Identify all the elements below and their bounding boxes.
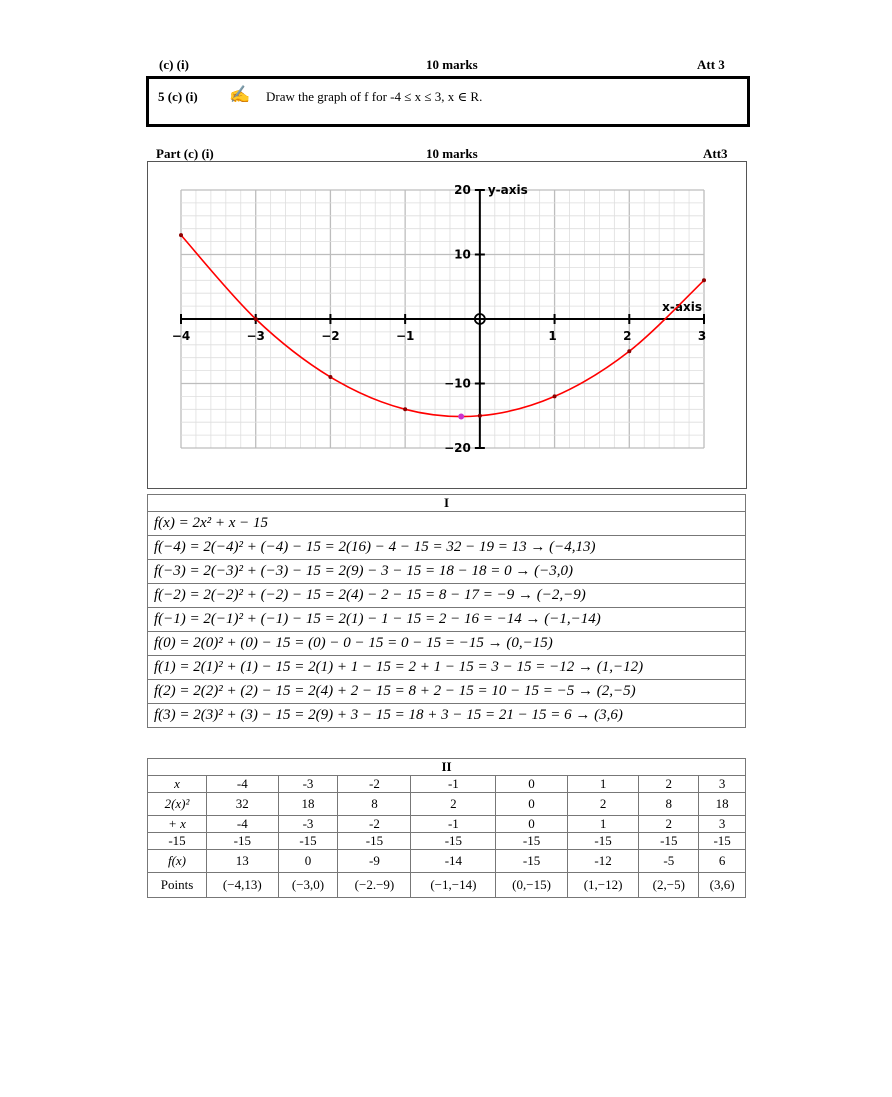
calculation-line: f(0) = 2(0)² + (0) − 15 = (0) − 0 − 15 = 0 − 15 = −15 → (0,−15) [148, 632, 746, 656]
header-marks: 10 marks [426, 57, 478, 72]
table-cell: 3 [699, 816, 746, 833]
pen-icon: ✍ [229, 85, 251, 104]
calculation-line: f(2) = 2(2)² + (2) − 15 = 2(4) + 2 − 15 = 8 + 2 − 15 = 10 − 15 = −5 → (2,−5) [148, 680, 746, 704]
table-cell: -15 [567, 833, 639, 850]
table-cell: -15 [338, 833, 411, 850]
table-cell: -4 [207, 776, 279, 793]
question-number: 5 (c) (i) [158, 89, 198, 104]
table-cell: 13 [207, 850, 279, 873]
y-tick-label: 10 [454, 247, 471, 262]
data-point [627, 349, 631, 353]
table-cell: 1 [567, 816, 639, 833]
graph-panel [147, 161, 747, 489]
section-i-label: I [148, 495, 746, 512]
table-cell: 2 [639, 776, 699, 793]
table-cell: 32 [207, 793, 279, 816]
table-cell: -15 [411, 833, 496, 850]
table-cell: (−3,0) [278, 873, 338, 898]
function-definition: f(x) = 2x² + x − 15 [148, 512, 746, 536]
table-row [148, 850, 746, 873]
table-row [148, 793, 746, 816]
table-row [148, 816, 746, 833]
y-tick-label: −10 [444, 376, 471, 391]
data-point [179, 233, 183, 237]
calculation-line: f(−4) = 2(−4)² + (−4) − 15 = 2(16) − 4 − 15 = 32 − 19 = 13 → (−4,13) [148, 536, 746, 560]
calculation-line: f(−1) = 2(−1)² + (−1) − 15 = 2(1) − 1 − 15 = 2 − 16 = −14 → (−1,−14) [148, 608, 746, 632]
table-cell: -5 [639, 850, 699, 873]
table-cell: -14 [411, 850, 496, 873]
table-cell: (−1,−14) [411, 873, 496, 898]
calculation-line: f(1) = 2(1)² + (1) − 15 = 2(1) + 1 − 15 = 2 + 1 − 15 = 3 − 15 = −12 → (1,−12) [148, 656, 746, 680]
calculation-table [147, 494, 746, 728]
data-point [553, 394, 557, 398]
table-cell: 1 [567, 776, 639, 793]
table-cell: (0,−15) [496, 873, 568, 898]
table-cell: 18 [278, 793, 338, 816]
y-tick-label: −20 [444, 441, 471, 455]
part-header-attempt: Att3 [703, 146, 728, 161]
row-header: x [148, 776, 207, 793]
part-header-marks: 10 marks [426, 146, 478, 161]
data-point [702, 278, 706, 282]
table-cell: (3,6) [699, 873, 746, 898]
vertex-point [458, 414, 464, 420]
table-cell: 2 [411, 793, 496, 816]
header-left: (c) (i) [159, 57, 189, 72]
table-cell: -2 [338, 776, 411, 793]
x-tick-label: 1 [548, 329, 557, 343]
table-row [148, 873, 746, 898]
parabola-curve [181, 235, 707, 416]
table-row [148, 776, 746, 793]
row-header: -15 [148, 833, 207, 850]
table-cell: 0 [278, 850, 338, 873]
table-cell: (−4,13) [207, 873, 279, 898]
x-tick-label: −4 [171, 329, 191, 343]
table-cell: 0 [496, 816, 568, 833]
table-cell: 8 [338, 793, 411, 816]
table-cell: 6 [699, 850, 746, 873]
table-cell: -15 [496, 850, 568, 873]
table-cell: (−2.−9) [338, 873, 411, 898]
x-tick-label: −2 [321, 329, 340, 343]
calculation-line: f(−2) = 2(−2)² + (−2) − 15 = 2(4) − 2 − 15 = 8 − 17 = −9 → (−2,−9) [148, 584, 746, 608]
table-cell: -15 [278, 833, 338, 850]
table-cell: -9 [338, 850, 411, 873]
calculation-line: f(−3) = 2(−3)² + (−3) − 15 = 2(9) − 3 − 15 = 18 − 18 = 0 → (−3,0) [148, 560, 746, 584]
table-cell: 2 [639, 816, 699, 833]
y-axis-label: y-axis [487, 183, 528, 197]
table-cell: -15 [207, 833, 279, 850]
table-cell: -4 [207, 816, 279, 833]
y-tick-label: 20 [454, 183, 471, 197]
table-cell: (1,−12) [567, 873, 639, 898]
part-header-left: Part (c) (i) [156, 146, 214, 161]
table-cell: 18 [699, 793, 746, 816]
table-cell: 8 [639, 793, 699, 816]
question-text: Draw the graph of f for -4 ≤ x ≤ 3, x ∈ R. [266, 89, 483, 104]
table-row [148, 833, 746, 850]
data-point [254, 317, 258, 321]
table-cell: -2 [338, 816, 411, 833]
data-point [478, 414, 482, 418]
table-cell: -15 [699, 833, 746, 850]
section-ii-label: II [148, 759, 746, 776]
values-table [147, 758, 746, 898]
header-attempt: Att 3 [697, 57, 725, 72]
data-point [403, 407, 407, 411]
x-tick-label: 2 [623, 329, 632, 343]
table-cell: -12 [567, 850, 639, 873]
table-cell: 2 [567, 793, 639, 816]
table-cell: -1 [411, 776, 496, 793]
table-cell: 0 [496, 776, 568, 793]
x-tick-label: −3 [246, 329, 265, 343]
table-cell: -1 [411, 816, 496, 833]
parabola-chart [148, 162, 746, 488]
table-cell: -15 [639, 833, 699, 850]
table-cell: -15 [496, 833, 568, 850]
x-axis-label: x-axis [662, 300, 702, 314]
x-tick-label: −1 [395, 329, 415, 343]
row-header: + x [148, 816, 207, 833]
data-point [328, 375, 332, 379]
table-cell: -3 [278, 776, 338, 793]
table-cell: -3 [278, 816, 338, 833]
table-cell: 3 [699, 776, 746, 793]
row-header: 2(x)² [148, 793, 207, 816]
row-header: Points [148, 873, 207, 898]
row-header: f(x) [148, 850, 207, 873]
table-cell: (2,−5) [639, 873, 699, 898]
x-tick-label: 3 [697, 329, 707, 343]
table-cell: 0 [496, 793, 568, 816]
question-box [146, 76, 750, 127]
calculation-line: f(3) = 2(3)² + (3) − 15 = 2(9) + 3 − 15 = 18 + 3 − 15 = 21 − 15 = 6 → (3,6) [148, 704, 746, 728]
